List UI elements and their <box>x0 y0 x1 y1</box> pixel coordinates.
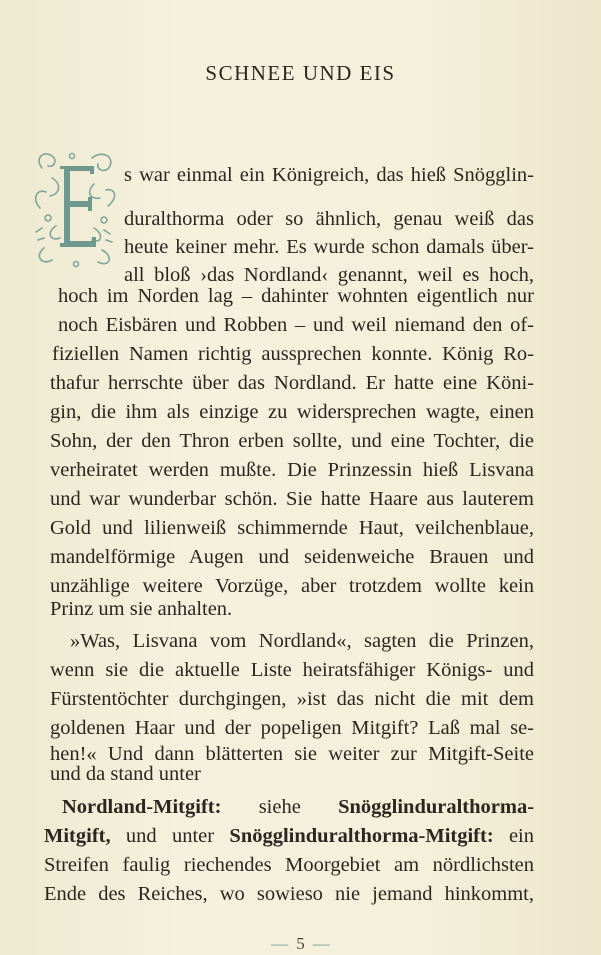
bold-term: Snögglinduralthorma- <box>338 796 535 818</box>
text-line: Ende des Reiches, wo sowieso nie jemand hinkommt, <box>44 883 534 905</box>
text-line: fiziellen Namen richtig aussprechen konnte. König Ro- <box>52 343 534 365</box>
text-line: noch Eisbären und Robben – und weil niemand den of- <box>58 314 534 336</box>
text-line: und war wunderbar schön. Sie hatte Haare aus lauterem <box>50 488 534 510</box>
bold-term: Mitgift, <box>44 825 111 847</box>
bold-term: Snögglinduralthorma-Mitgift: <box>229 825 494 847</box>
text-line: duralthorma oder so ähnlich, genau weiß das <box>124 208 534 230</box>
text-line: Streifen faulig riechendes Moorgebiet am nördlichsten <box>44 854 534 876</box>
text-line: hoch im Norden lag – dahinter wohnten eigentlich nur <box>58 285 534 307</box>
text-fragment: und unter <box>125 825 215 847</box>
text-line: Sohn, der den Thron erben sollte, und eine Tochter, die <box>50 430 534 452</box>
text-line: all bloß ›das Nordland‹ genannt, weil es hoch, <box>124 264 534 286</box>
text-fragment: ein <box>508 825 534 847</box>
page-number: — 5 — <box>271 934 330 953</box>
text-line: und da stand unter <box>50 763 201 785</box>
text-line: s war einmal ein Königreich, das hieß Snögglin- <box>124 164 534 186</box>
text-line: verheiratet werden mußte. Die Prinzessin hieß Lisvana <box>50 459 534 481</box>
chapter-title: SCHNEE UND EIS <box>205 61 396 85</box>
text-line <box>62 795 534 819</box>
text-line: »Was, Lisvana vom Nordland«, sagten die Prinzen, <box>70 630 534 652</box>
text-line: thafur herrschte über das Nordland. Er hatte eine Köni- <box>50 372 534 394</box>
text-line: gin, die ihm als einzige zu widersprechen wagte, einen <box>50 401 534 423</box>
text-line: hen!« Und dann blätterten sie weiter zur Mitgift-Seite <box>50 743 534 765</box>
ornamental-drop-cap <box>32 148 118 270</box>
text-fragment: siehe <box>258 796 301 818</box>
text-line: goldenen Haar und der popeligen Mitgift? Laß mal se- <box>50 717 534 739</box>
bold-term: Nordland-Mitgift: <box>62 796 222 818</box>
text-line: unzählige weitere Vorzüge, aber trotzdem wollte kein <box>50 575 534 597</box>
text-line: Fürstentöchter durchgingen, »ist das nicht die mit dem <box>50 688 534 710</box>
text-line: Gold und lilienweiß schimmernde Haut, veilchenblaue, <box>50 517 534 539</box>
text-line: Prinz um sie anhalten. <box>50 598 233 620</box>
text-line: wenn sie die aktuelle Liste heiratsfähiger Königs- und <box>50 659 534 681</box>
text-line: heute keiner mehr. Es wurde schon damals über- <box>124 236 534 258</box>
text-line <box>44 824 534 848</box>
page-number-value: 5 <box>296 934 305 953</box>
text-line: mandelförmige Augen und seidenweiche Brauen und <box>50 546 534 568</box>
